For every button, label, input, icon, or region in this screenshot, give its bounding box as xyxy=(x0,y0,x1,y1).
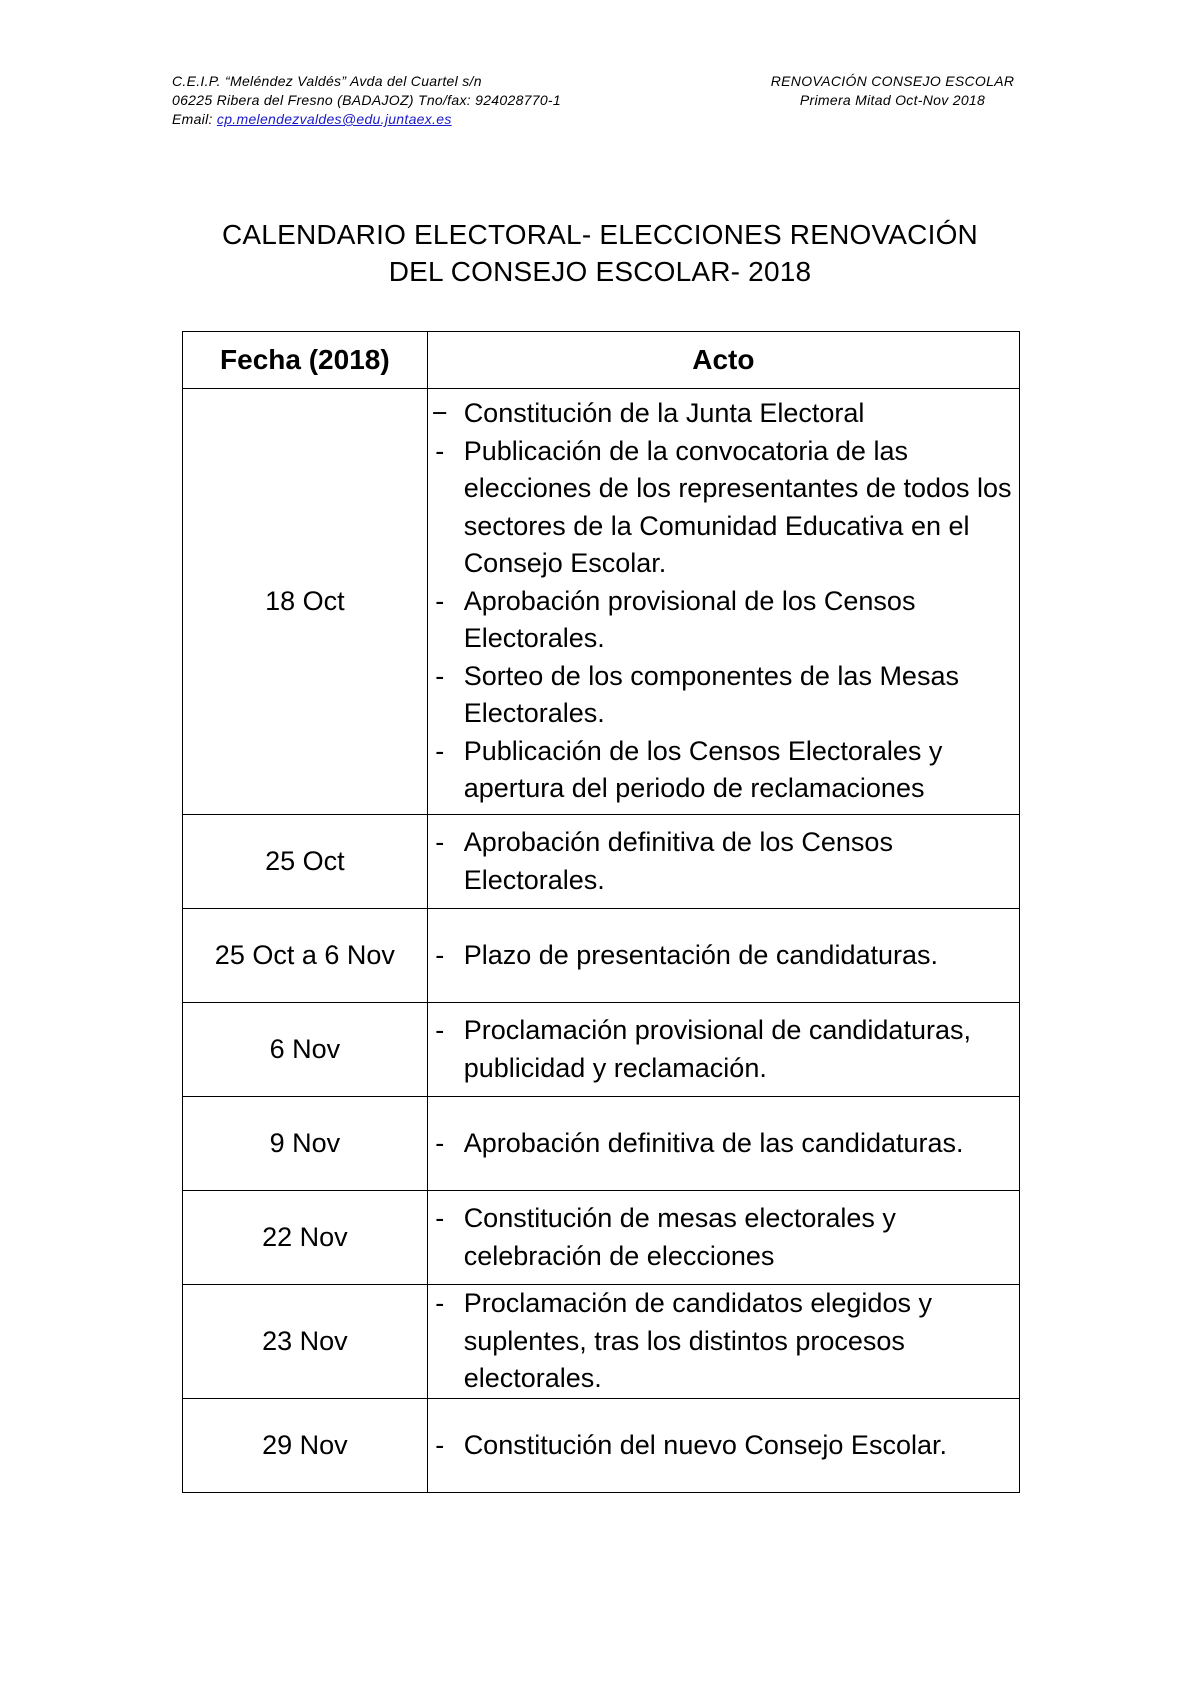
acto-text: Aprobación provisional de los Censos Electorales. xyxy=(463,585,916,654)
fecha-cell: 18 Oct xyxy=(183,389,428,815)
column-header-acto: Acto xyxy=(427,332,1019,389)
table-header-row xyxy=(183,332,1020,389)
title-line: CALENDARIO ELECTORAL- ELECCIONES RENOVACIÓN xyxy=(222,219,978,250)
acto-text: Proclamación provisional de candidaturas, publicidad y reclamación. xyxy=(463,1015,971,1083)
email-label: Email: xyxy=(172,111,213,127)
acto-text: Aprobación definitiva de las candidaturas. xyxy=(463,1127,964,1158)
acto-text: Plazo de presentación de candidaturas. xyxy=(463,939,939,970)
bullet-dash: − xyxy=(431,398,448,429)
acto-cell xyxy=(427,909,1019,1003)
acto-item xyxy=(428,1125,1019,1163)
address-line: 06225 Ribera del Fresno (BADAJOZ) Tno/fax: 924028770-1 xyxy=(172,92,561,108)
table-row xyxy=(183,1191,1020,1285)
acto-text: Constitución de la Junta Electoral xyxy=(463,398,865,429)
page-title xyxy=(150,216,1050,290)
bullet-dash: - xyxy=(435,939,445,970)
bullet-dash: - xyxy=(435,827,445,857)
table-row xyxy=(183,909,1020,1003)
acto-list xyxy=(428,1200,1019,1275)
electoral-calendar-table xyxy=(182,331,1020,1493)
acto-cell xyxy=(427,1097,1019,1191)
acto-list xyxy=(428,937,1019,975)
acto-cell xyxy=(427,1285,1019,1399)
reference-line: Primera Mitad Oct-Nov 2018 xyxy=(799,92,986,108)
acto-item xyxy=(428,937,1019,975)
fecha-cell: 9 Nov xyxy=(183,1097,428,1191)
table-row xyxy=(183,1097,1020,1191)
bullet-dash: - xyxy=(435,660,445,691)
acto-item xyxy=(428,824,1019,899)
acto-list xyxy=(428,1012,1019,1087)
acto-cell xyxy=(427,1003,1019,1097)
bullet-dash: - xyxy=(435,585,445,616)
reference-line: RENOVACIÓN CONSEJO ESCOLAR xyxy=(770,73,1015,89)
email-line xyxy=(172,110,561,129)
acto-text: Publicación de la convocatoria de las elecciones de los representantes de todos los sectores de la Comunidad Educativa en el Consejo Escolar. xyxy=(463,435,1012,579)
acto-text: Sorteo de los componentes de las Mesas Electorales. xyxy=(463,660,959,729)
fecha-cell: 6 Nov xyxy=(183,1003,428,1097)
acto-cell xyxy=(427,1399,1019,1493)
acto-item xyxy=(428,1012,1019,1087)
fecha-cell: 23 Nov xyxy=(183,1285,428,1399)
acto-item xyxy=(428,395,1019,433)
bullet-dash: - xyxy=(435,1015,445,1045)
fecha-cell: 25 Oct a 6 Nov xyxy=(183,909,428,1003)
title-line: DEL CONSEJO ESCOLAR- 2018 xyxy=(388,256,812,287)
acto-item xyxy=(428,1427,1019,1465)
column-header-fecha: Fecha (2018) xyxy=(183,332,428,389)
acto-text: Publicación de los Censos Electorales y apertura del periodo de reclamaciones xyxy=(463,735,943,804)
table-row xyxy=(183,389,1020,815)
bullet-dash: - xyxy=(435,1203,445,1233)
acto-cell xyxy=(427,1191,1019,1285)
acto-item xyxy=(428,1285,1019,1398)
acto-list xyxy=(428,1285,1019,1398)
acto-item xyxy=(428,658,1019,733)
fecha-cell: 22 Nov xyxy=(183,1191,428,1285)
acto-text: Constitución de mesas electorales y celebración de elecciones xyxy=(463,1203,896,1271)
acto-cell xyxy=(427,815,1019,909)
acto-item xyxy=(428,733,1019,808)
fecha-cell: 25 Oct xyxy=(183,815,428,909)
bullet-dash: - xyxy=(435,1288,445,1319)
acto-text: Constitución del nuevo Consejo Escolar. xyxy=(463,1429,947,1460)
fecha-cell: 29 Nov xyxy=(183,1399,428,1493)
table-row xyxy=(183,1285,1020,1399)
table-row xyxy=(183,1399,1020,1493)
bullet-dash: - xyxy=(435,735,445,766)
acto-text: Proclamación de candidatos elegidos y suplentes, tras los distintos procesos electorales. xyxy=(463,1288,932,1394)
acto-list xyxy=(428,1427,1019,1465)
table-row xyxy=(183,1003,1020,1097)
acto-list xyxy=(428,1125,1019,1163)
acto-text: Aprobación definitiva de los Censos Electorales. xyxy=(463,827,893,895)
table-row xyxy=(183,815,1020,909)
acto-item xyxy=(428,1200,1019,1275)
bullet-dash: - xyxy=(435,435,445,466)
email-link[interactable]: cp.melendezvaldes@edu.juntaex.es xyxy=(216,111,452,127)
address-line: C.E.I.P. “Meléndez Valdés” Avda del Cuartel s/n xyxy=(172,73,482,89)
bullet-dash: - xyxy=(435,1429,445,1460)
acto-item xyxy=(428,433,1019,583)
bullet-dash: - xyxy=(435,1127,445,1158)
acto-item xyxy=(428,583,1019,658)
acto-list xyxy=(428,824,1019,899)
school-address-block xyxy=(172,72,561,129)
document-reference-block xyxy=(760,72,1025,110)
acto-cell xyxy=(427,389,1019,815)
acto-list xyxy=(428,395,1019,808)
